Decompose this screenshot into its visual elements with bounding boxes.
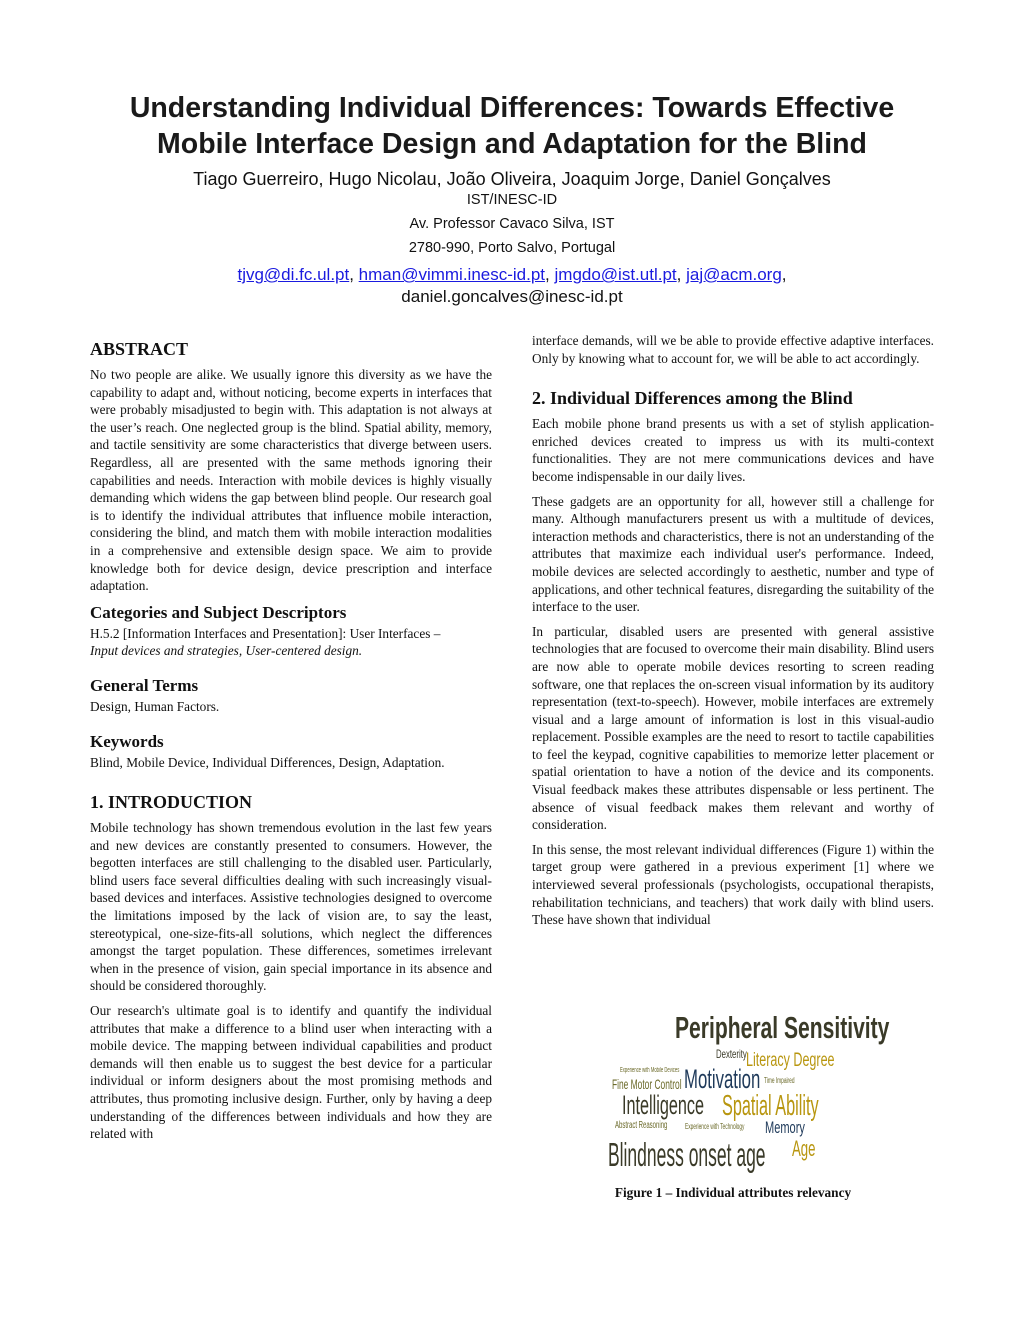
word-intelligence: Intelligence	[622, 1090, 704, 1120]
intro-paragraph-3: interface demands, will we be able to provide effective adaptive interfaces. Only by knowing what to account for, we will be able to act accordingly.	[532, 333, 934, 366]
section2-paragraph-2: These gadgets are an opportunity for all, however still a challenge for many. Although manufacturers present us with a multitude of devices, interaction methods and characteristics, there is not an understanding of the attributes that maximize each individual user's performance. Indeed, mobile devices are selected accordingly to aesthetic, number and type of applications, and other technical features, disregarding the suitability of the interface to the user.	[532, 493, 934, 615]
title-line-2: Mobile Interface Design and Adaptation for the Blind	[157, 128, 867, 160]
categories-heading: Categories and Subject Descriptors	[90, 602, 347, 622]
abstract-heading: ABSTRACT	[90, 339, 189, 359]
word-experience-mobile-devices: Experience with Mobile Devices	[620, 1067, 680, 1074]
left-column	[90, 338, 492, 1150]
affiliation: IST/INESC-ID	[466, 192, 558, 208]
word-literacy-degree: Literacy Degree	[746, 1050, 835, 1071]
word-time-impaired: Time Impaired	[764, 1076, 795, 1085]
abstract-text: No two people are alike. We usually ignore this diversity as we have the capability to adapt and, without noticing, become experts in interfaces that were probably misadjusted to begin with. This adaptation is not always at the user’s reach. One neglected group is the blind. Spatial ability, memory, and tactile sensitivity are some characteristics that diverge between users. Regardless, all are presented with the same methods ignoring their capabilities and needs. Interaction with mobile devices is highly visually demanding which widens the gap between blind people. Our research goal is to identify the individual attributes that influence mobile interaction, considering the blind, and match them with mobile interaction modalities in a comprehensive and extensible design space. We aim to provide knowledge both for device design, device prescription and interface adaptation.	[90, 367, 492, 594]
section2-heading: 2. Individual Differences among the Blind	[532, 388, 853, 409]
figure-1-caption: Figure 1 – Individual attributes relevancy	[614, 1185, 852, 1200]
word-cloud-figure	[600, 1010, 900, 1180]
authors: Tiago Guerreiro, Hugo Nicolau, João Oliveira, Joaquim Jorge, Daniel Gonçalves	[193, 169, 831, 189]
address-line-2: 2780-990, Porto Salvo, Portugal	[408, 240, 616, 256]
section2-paragraph-3: In particular, disabled users are presented with general assistive technologies that are focused to overcome their main disability. Blind users are now able to operate mobile devices resorting to screen reading software, one that replaces the on-screen visual information by its auditory representation (text-to-speech). However, mobile interfaces are extremely visual and a large amount of information is lost in this visual-audio replacement. Possible examples are the need to resort to tactile capabilities to feel the keypad, cognitive capabilities to memorize letter placement or spatial orientation to have a notion of the device and its components. Visual feedback makes these attributes dispensable or less pertinent. The absence of visual feedback makes them relevant and worthy of consideration.	[532, 623, 934, 833]
word-fine-motor-control: Fine Motor Control	[612, 1076, 682, 1092]
keywords-text: Blind, Mobile Device, Individual Differences, Design, Adaptation.	[90, 754, 445, 770]
email-last: daniel.goncalves@inesc-id.pt	[401, 287, 623, 306]
intro-heading: 1. INTRODUCTION	[90, 792, 253, 813]
word-blindness-onset-age: Blindness onset age	[608, 1136, 766, 1173]
email-link-4[interactable]: jaj@acm.org	[686, 265, 782, 284]
section2-paragraph-4: In this sense, the most relevant individual differences (Figure 1) within the target group were gathered in a previous experiment [1] where we interviewed several professionals (psychologists, occupational therapists, rehabilitation technicians, and teachers) that work daily with blind users. These have shown that individual	[532, 841, 934, 928]
intro-paragraph-1: Mobile technology has shown tremendous evolution in the last few years and new devices are constantly presented to consumers. However, the begotten interfaces are still challenging to the disabled user. Particularly, blind users face several difficulties dealing with such increasingly visual-based devices and interfaces. Assistive technologies designed to overcome the limitations imposed by the lack of vision are, to say the least, stereotypical, one-size-fits-all solutions, which neglect the differences amongst the target population. These differences, sometimes irrelevant when in the presence of vision, gain special importance in its absence and should be considered thoroughly.	[90, 820, 492, 994]
word-memory: Memory	[765, 1118, 805, 1137]
author-emails: tjvg@di.fc.ul.pt, hman@vimmi.inesc-id.pt, jmgdo@ist.utl.pt, jaj@acm.org, daniel.goncalves@inesc-id.pt	[60, 264, 964, 308]
keywords-heading: Keywords	[90, 731, 164, 751]
email-link-1[interactable]: tjvg@di.fc.ul.pt	[237, 265, 350, 284]
categories-text: H.5.2 [Information Interfaces and Presentation]: User Interfaces – Input devices and strategies, User-centered design.	[90, 625, 441, 659]
title-line-1: Understanding Individual Differences: Towards Effective	[129, 92, 895, 124]
word-spatial-ability: Spatial Ability	[722, 1090, 819, 1122]
general-terms-text: Design, Human Factors.	[90, 698, 220, 714]
intro-paragraph-2: Our research's ultimate goal is to identify and quantify the individual attributes that make a difference to a blind user when interacting with a mobile device. The mapping between individual capabilities and product demands will then enable us to suggest the best device for a particular individual or inform designers about the most promising methods and attributes, thus promoting inclusive design. Further, only by having a deep understanding of the differences between individuals and how they are related with	[90, 1003, 492, 1142]
word-peripheral-sensitivity: Peripheral Sensitivity	[675, 1010, 890, 1045]
general-terms-heading: General Terms	[90, 675, 199, 695]
right-column	[532, 332, 934, 936]
paper-title	[60, 90, 964, 162]
word-abstract-reasoning: Abstract Reasoning	[615, 1120, 668, 1131]
section2-paragraph-1: Each mobile phone brand presents us with a set of stylish application-enriched devices created to impress us with its multi-context functionalities. They are not mere communications devices and have become indispensable in our daily lives.	[532, 416, 934, 484]
word-experience-technology: Experience with Technology	[685, 1122, 745, 1131]
word-motivation: Motivation	[684, 1064, 761, 1094]
email-link-3[interactable]: jmgdo@ist.utl.pt	[554, 265, 677, 284]
address-line-1: Av. Professor Cavaco Silva, IST	[409, 216, 615, 232]
word-dexterity: Dexterity	[716, 1047, 747, 1061]
word-age: Age	[792, 1136, 816, 1161]
email-link-2[interactable]: hman@vimmi.inesc-id.pt	[358, 265, 546, 284]
